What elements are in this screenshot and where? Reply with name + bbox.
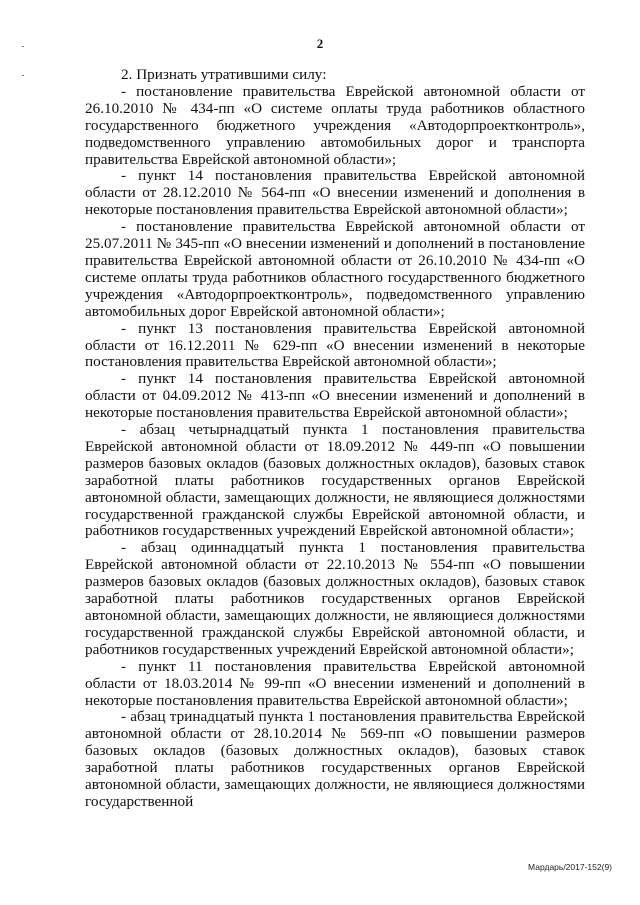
document-footer-reference: Мардарь/2017-152(9) <box>528 862 612 872</box>
paragraph: - абзац одиннадцатый пункта 1 постановления правительства Еврейской автономной области от 22.10.2013 № 554-пп «О повышении размеров базовых окладов (базовых должностных окладов), базовых ставок заработной платы работников государственных органов Еврейской автономной области, замещающих должности, не являющиеся должностями государственной гражданской службы Еврейской автономной области, и работников государственных учреждений Еврейской автономной области»; <box>85 539 585 658</box>
scan-speck <box>22 75 24 76</box>
document-body <box>85 67 585 811</box>
paragraph: - абзац четырнадцатый пункта 1 постановления правительства Еврейской автономной области от 18.09.2012 № 449-пп «О повышении размеров базовых окладов (базовых должностных окладов), базовых ставок заработной платы работников государственных органов Еврейской автономной области, замещающих должности, не являющиеся должностями государственной гражданской службы Еврейской автономной области, и работников государственных учреждений Еврейской автономной области»; <box>85 421 585 540</box>
paragraph: - постановление правительства Еврейской автономной области от 26.10.2010 № 434-пп «О системе оплаты труда работников областного государственного бюджетного учреждения «Автодорпроектконтроль», подведомственного управлению автомобильных дорог и транспорта правительства Еврейской автономной области»; <box>85 82 585 168</box>
page-number: 2 <box>316 36 324 51</box>
paragraph: - пункт 13 постановления правительства Еврейской автономной области от 16.12.2011 № 629-пп «О внесении изменений в некоторые постановления правительства Еврейской автономной области»; <box>85 319 585 371</box>
paragraph: - абзац тринадцатый пункта 1 постановления правительства Еврейской автономной области от 28.10.2014 № 569-пп «О повышении размеров базовых окладов (базовых должностных окладов), базовых ставок заработной платы работников государственных органов Еврейской автономной области, замещающих должности, не являющиеся должностями государственной <box>85 708 585 810</box>
paragraph: - пункт 14 постановления правительства Еврейской автономной области от 04.09.2012 № 413-пп «О внесении изменений и дополнений в некоторые постановления правительства Еврейской автономной области»; <box>85 370 585 422</box>
paragraph: 2. Признать утратившими силу: <box>121 66 327 83</box>
paragraph: - пункт 11 постановления правительства Еврейской автономной области от 18.03.2014 № 99-пп «О внесении изменений и дополнений в некоторые постановления правительства Еврейской автономной области»; <box>85 657 585 709</box>
paragraph: - постановление правительства Еврейской автономной области от 25.07.2011 № 345-пп «О внесении изменений и дополнений в постановление правительства Еврейской автономной области от 26.10.2010 № 434-пп «О системе оплаты труда работников областного государственного бюджетного учреждения «Автодорпроектконтроль», подведомственного управлению автомобильных дорог Еврейской автономной области»; <box>85 218 585 320</box>
paragraph: - пункт 14 постановления правительства Еврейской автономной области от 28.12.2010 № 564-пп «О внесении изменений и дополнения в некоторые постановления правительства Еврейской автономной области»; <box>85 167 585 219</box>
